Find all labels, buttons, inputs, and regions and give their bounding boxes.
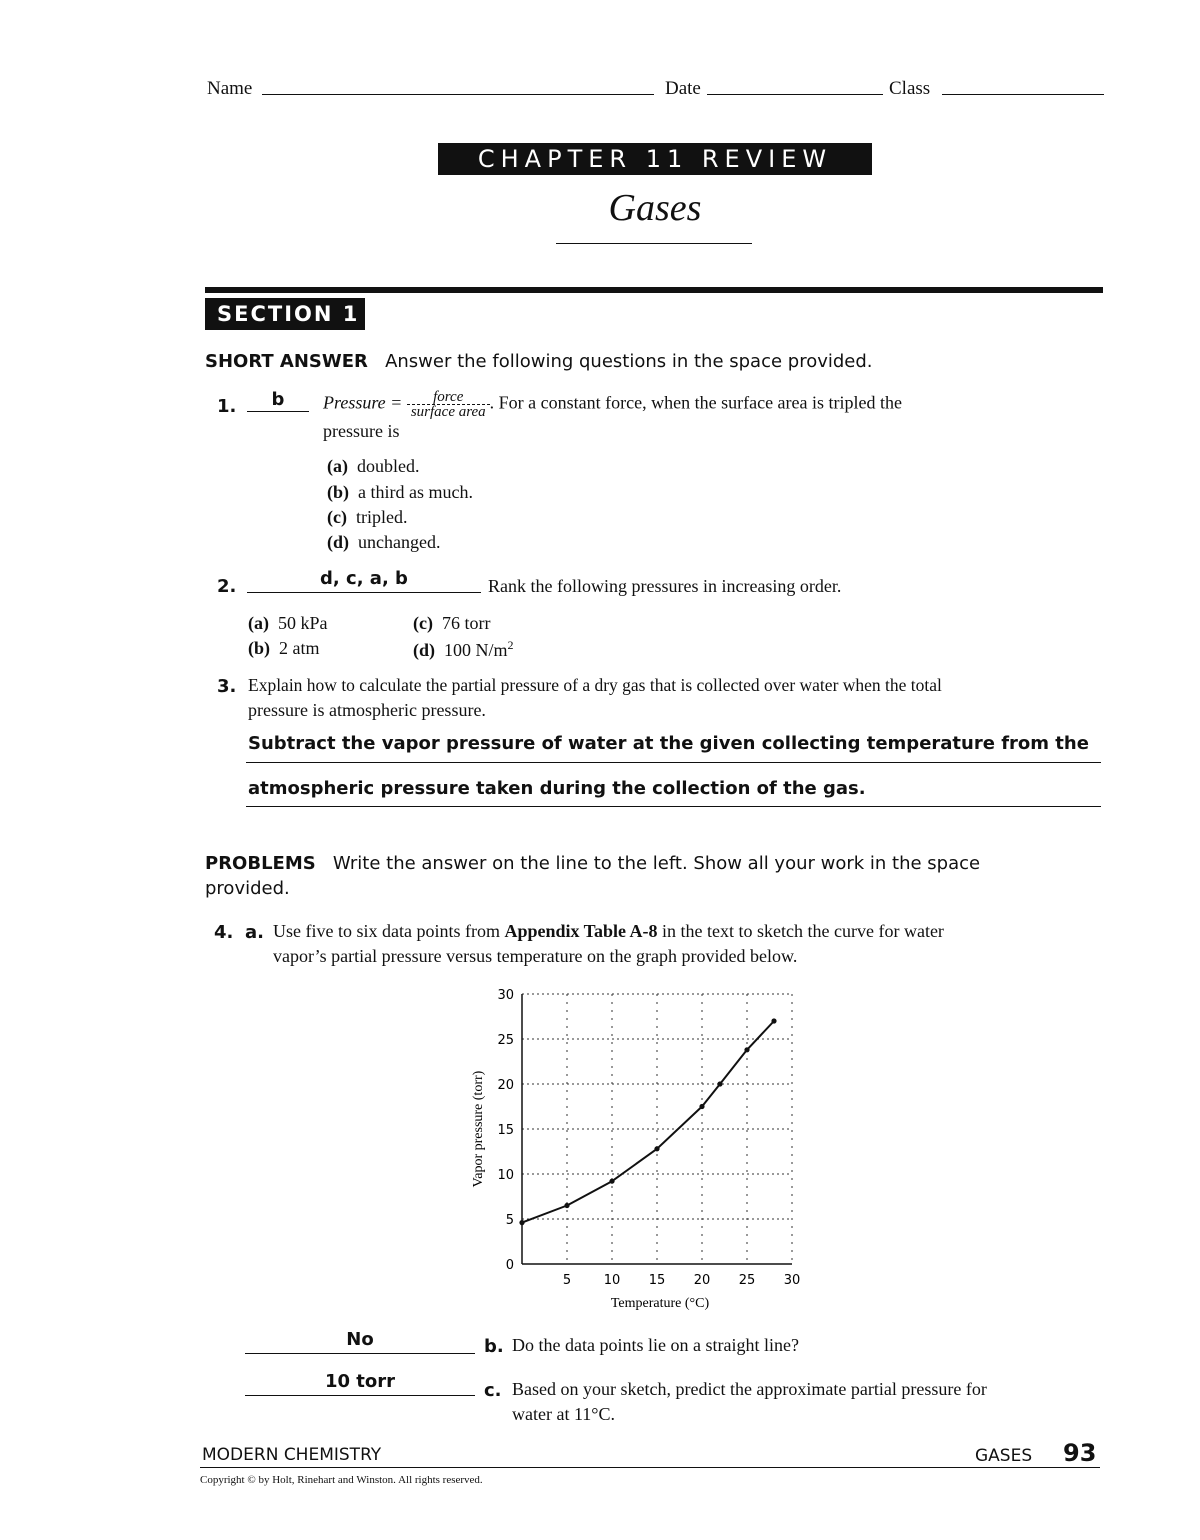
q4-part-a-text2: vapor’s partial pressure versus temperature on the graph provided below.: [273, 946, 798, 966]
q1-question: [323, 390, 902, 419]
q2-answer-line[interactable]: [247, 592, 481, 593]
short-answer-heading: SHORT ANSWER: [205, 351, 368, 372]
chapter-subtitle: Gases: [608, 187, 702, 229]
y-axis-label: Vapor pressure (torr): [471, 1070, 486, 1188]
q2-question: Rank the following pressures in increasing order.: [488, 576, 842, 596]
q2-option-a: (a) 50 kPa: [248, 613, 328, 633]
q1-text-a: . For a constant force, when the surface area is tripled the: [489, 392, 903, 413]
q3-text-a: Explain how to calculate the partial pressure of a dry gas that is collected over water when the total: [248, 675, 942, 695]
data-point: [699, 1104, 704, 1109]
q1-fraction: [407, 390, 490, 419]
q3-answer-line2: atmospheric pressure taken during the collection of the gas.: [248, 778, 866, 799]
q3-answer-rule2[interactable]: [246, 806, 1101, 807]
problems-heading: PROBLEMS: [205, 853, 316, 874]
vapor-pressure-curve: [522, 1021, 774, 1223]
q1-text-b: pressure is: [323, 421, 400, 441]
class-label: Class: [889, 78, 931, 99]
y-tick-label: 5: [505, 1213, 514, 1228]
q1-option-c: (c) tripled.: [327, 507, 408, 527]
short-answer-instructions: [205, 351, 873, 372]
q1-option-b: (b) a third as much.: [327, 482, 473, 502]
x-tick-label: 25: [738, 1273, 756, 1288]
subtitle-rule: [556, 243, 752, 244]
vapor-pressure-chart: [460, 980, 820, 1320]
q3-answer-line1: Subtract the vapor pressure of water at the given collecting temperature from the: [248, 733, 1089, 754]
y-tick-label: 20: [497, 1078, 514, 1093]
footer-chapter-name: GASES: [975, 1446, 1033, 1466]
q1-fraction-denominator: surface area: [410, 404, 486, 420]
q1-answer: b: [271, 389, 285, 410]
q4-part-c-answer-line[interactable]: [245, 1395, 475, 1396]
chapter-banner: CHAPTER 11 REVIEW: [438, 143, 872, 175]
q4-part-b-text: Do the data points lie on a straight line?: [512, 1335, 799, 1355]
problems-instruction-b: provided.: [205, 878, 290, 899]
data-point: [717, 1081, 722, 1086]
name-field[interactable]: [262, 94, 654, 95]
chart-ticks: [497, 988, 800, 1288]
x-tick-label: 30: [783, 1273, 801, 1288]
q1-option-a: (a) doubled.: [327, 456, 420, 476]
section-rule: [205, 287, 1103, 293]
q1-fraction-numerator: force: [407, 390, 490, 405]
x-tick-label: 20: [693, 1273, 711, 1288]
q2-option-b: (b) 2 atm: [248, 638, 320, 658]
date-field[interactable]: [707, 94, 883, 95]
q4-part-c-answer: 10 torr: [324, 1371, 396, 1392]
data-point: [771, 1018, 776, 1023]
problems-instruction-a: Write the answer on the line to the left. Show all your work in the space: [332, 853, 981, 874]
y-tick-label: 10: [497, 1168, 514, 1183]
q2-answer: d, c, a, b: [320, 568, 408, 589]
q1-number: 1.: [217, 396, 237, 417]
data-point: [654, 1146, 659, 1151]
x-tick-label: 10: [603, 1273, 621, 1288]
chart-series: [519, 1018, 776, 1225]
q3-number: 3.: [217, 676, 237, 697]
y-tick-label: 25: [497, 1033, 514, 1048]
page-number: 93: [1063, 1439, 1097, 1467]
x-tick-label: 5: [562, 1273, 572, 1288]
q4-part-a-letter: a.: [245, 922, 264, 943]
x-tick-label: 15: [648, 1273, 666, 1288]
q2-option-c: (c) 76 torr: [413, 613, 491, 633]
q4-part-b-answer: No: [346, 1329, 374, 1350]
chart-grid: [522, 994, 792, 1264]
q1-answer-line[interactable]: [247, 411, 309, 412]
q4-part-c-letter: c.: [484, 1380, 502, 1401]
short-answer-instruction: Answer the following questions in the space provided.: [385, 351, 873, 372]
q4-part-b-answer-line[interactable]: [245, 1353, 475, 1354]
data-point: [519, 1220, 524, 1225]
data-point: [744, 1047, 749, 1052]
footer-rule: [200, 1467, 1100, 1468]
name-label: Name: [207, 78, 253, 99]
x-axis-label: Temperature (°C): [610, 1296, 710, 1311]
q1-option-d: (d) unchanged.: [327, 532, 441, 552]
q3-text-b: pressure is atmospheric pressure.: [248, 700, 486, 720]
q4-part-a-text1: Use five to six data points from Appendix Table A-8 in the text to sketch the curve for water: [273, 921, 944, 941]
q1-pressure-word: Pressure =: [323, 392, 403, 413]
footer-book-title: MODERN CHEMISTRY: [202, 1445, 382, 1465]
q4-number: 4.: [214, 922, 234, 943]
y-tick-label: 30: [497, 988, 514, 1003]
y-tick-label: 0: [505, 1258, 514, 1273]
class-field[interactable]: [942, 94, 1104, 95]
copyright-notice: Copyright © by Holt, Rinehart and Winston. All rights reserved.: [200, 1474, 483, 1486]
q3-answer-rule1[interactable]: [246, 762, 1101, 763]
data-point: [609, 1179, 614, 1184]
q2-number: 2.: [217, 576, 237, 597]
problems-instructions: [205, 851, 1085, 901]
q2-option-d: (d) 100 $N/m^2$: [413, 638, 514, 660]
q4-part-c-text1: Based on your sketch, predict the approximate partial pressure for: [512, 1379, 987, 1399]
y-tick-label: 15: [497, 1123, 514, 1138]
q4-part-b-letter: b.: [484, 1336, 504, 1357]
date-label: Date: [665, 78, 701, 99]
data-point: [564, 1203, 569, 1208]
q4-part-c-text2: water at 11°C.: [512, 1404, 615, 1424]
section-label: SECTION 1: [205, 298, 365, 330]
